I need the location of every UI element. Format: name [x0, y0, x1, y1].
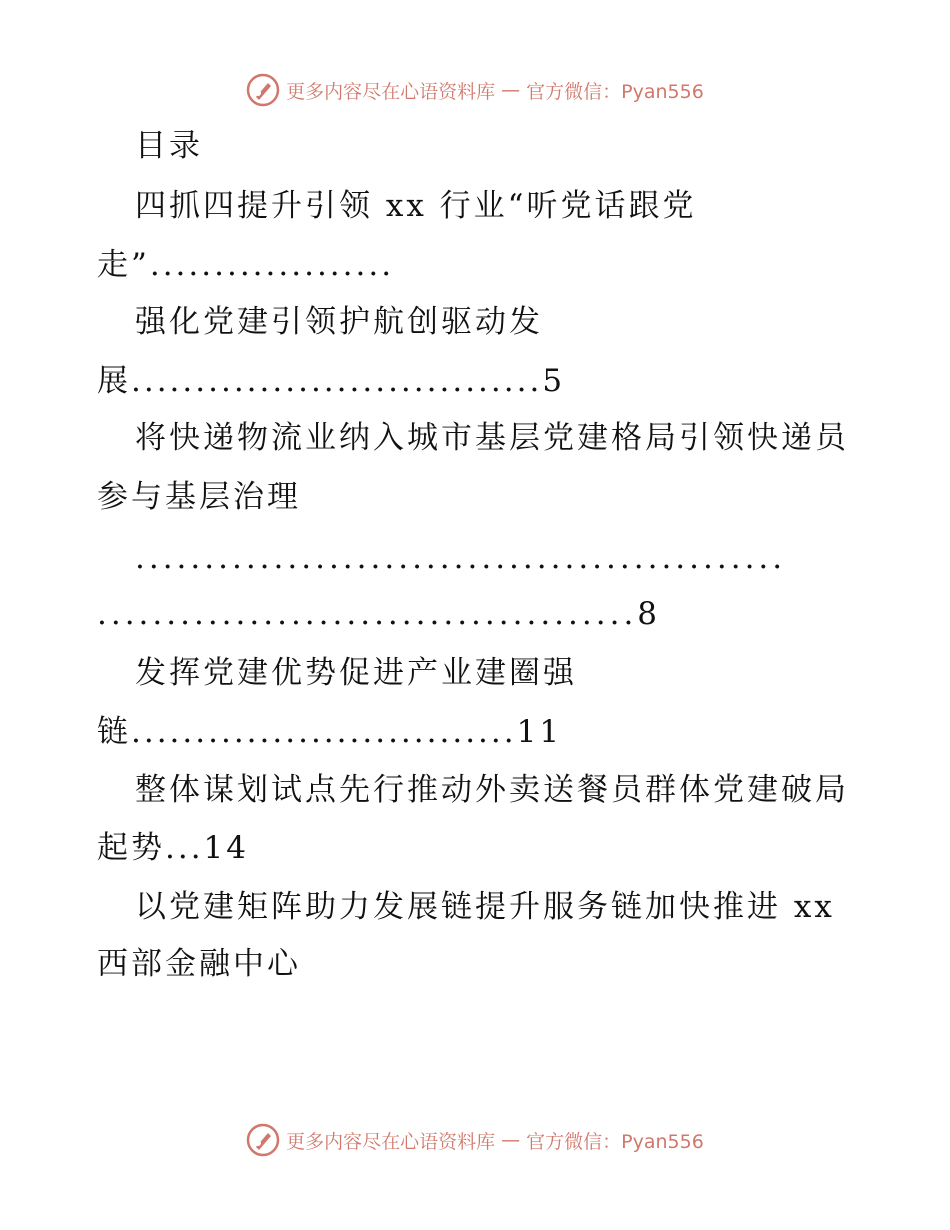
toc-entry-4-line-1: 发挥党建优势促进产业建圈强: [135, 655, 577, 691]
toc-entry-5-line-1: 整体谋划试点先行推动外卖送餐员群体党建破局: [135, 772, 849, 808]
toc-entry-1-line-2: 走”...................: [97, 247, 395, 283]
toc-heading: 目录: [135, 128, 203, 164]
toc-entry-1-line-1: 四抓四提升引领 xx 行业“听党话跟党: [135, 188, 697, 224]
toc-entry-3-line-2: 参与基层治理: [97, 479, 301, 515]
pen-logo-icon: [246, 1123, 280, 1157]
toc-entry-5-line-2: 起势...14: [97, 830, 250, 866]
toc-entry-4-line-2: 链..............................11: [97, 714, 563, 750]
toc-entry-3-line-1: 将快递物流业纳入城市基层党建格局引领快递员: [135, 420, 849, 456]
watermark-wechat: 官方微信：Pyan556: [526, 1130, 704, 1153]
toc-entry-2-line-2: 展................................5: [97, 363, 566, 399]
watermark-text: 更多内容尽在心语资料库: [286, 80, 496, 103]
toc-entry-6-line-2: 西部金融中心: [97, 946, 301, 982]
toc-entry-3-leader-1: ...............................................: [135, 540, 787, 576]
toc-entry-6-line-1: 以党建矩阵助力发展链提升服务链加快推进 xx: [135, 889, 835, 925]
watermark-separator: —: [501, 1129, 521, 1151]
toc-entry-2-line-1: 强化党建引领护航创驱动发: [135, 304, 543, 340]
pen-logo-icon: [246, 73, 280, 107]
watermark-text: 更多内容尽在心语资料库: [286, 1130, 496, 1153]
watermark-separator: —: [501, 79, 521, 101]
watermark-footer: [0, 1120, 950, 1160]
watermark-header: [0, 70, 950, 110]
toc-entry-3-leader-2: .......................................8: [97, 596, 662, 632]
watermark-wechat: 官方微信：Pyan556: [526, 80, 704, 103]
